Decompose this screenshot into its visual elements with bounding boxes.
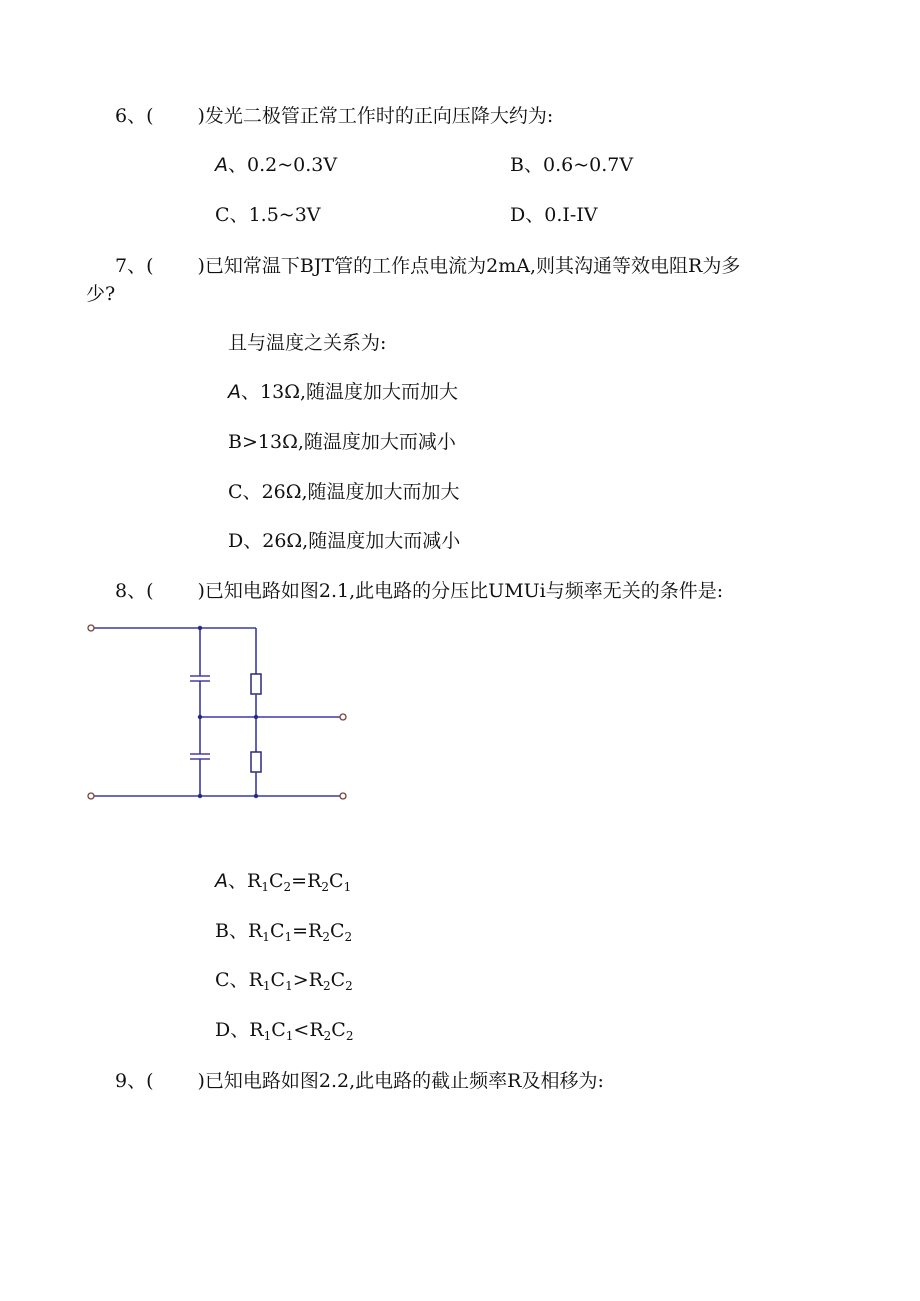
formula-subscript: 1: [285, 1029, 294, 1043]
junction-node: [254, 715, 258, 719]
resistor-r1: [251, 674, 261, 694]
formula-subscript: 1: [262, 930, 270, 944]
formula-subscript: 2: [322, 930, 330, 944]
formula-subscript: 1: [285, 979, 293, 993]
question-7-stem-cont: 少?: [86, 283, 116, 305]
formula-symbol: C: [269, 920, 285, 942]
formula-symbol: R: [248, 969, 263, 991]
formula-symbol: C: [270, 969, 286, 991]
formula-symbol: =: [292, 920, 309, 942]
q7-option-b: B>13Ω,随温度加大而减小: [228, 431, 456, 453]
formula: [249, 1019, 353, 1041]
junction-node: [198, 794, 202, 798]
formula-subscript: 2: [344, 930, 353, 944]
question-7-subline: 且与温度之关系为:: [228, 332, 387, 354]
formula-subscript: 1: [262, 979, 271, 993]
q6-option-a: A、0.2~0.3V: [215, 154, 338, 176]
formula-symbol: >: [292, 969, 309, 991]
formula-subscript: 1: [343, 880, 352, 894]
formula-symbol: =: [291, 870, 308, 892]
question-number: 6: [115, 105, 128, 127]
formula-subscript: 2: [345, 979, 353, 993]
question-text: )发光二极管正常工作时的正向压降大约为:: [197, 105, 554, 127]
formula-subscript: 2: [283, 880, 292, 894]
formula-symbol: R: [247, 920, 263, 942]
question-text: )已知常温下BJT管的工作点电流为2mA,则其沟通等效电阻R为多: [197, 255, 741, 277]
question-9-stem: 9、( )已知电路如图2.2,此电路的截止频率R及相移为:: [115, 1070, 604, 1092]
formula-subscript: 1: [284, 930, 293, 944]
formula-symbol: R: [309, 1019, 324, 1041]
question-text: )已知电路如图2.1,此电路的分压比UMUi与频率无关的条件是:: [197, 580, 724, 602]
question-number: 8: [115, 580, 128, 602]
question-6-stem: 6、( )发光二极管正常工作时的正向压降大约为:: [115, 105, 554, 127]
formula-subscript: 2: [345, 1029, 354, 1043]
question-8-stem: 8、( )已知电路如图2.1,此电路的分压比UMUi与频率无关的条件是:: [115, 580, 724, 602]
question-text: )已知电路如图2.2,此电路的截止频率R及相移为:: [197, 1070, 604, 1092]
q7-option-c: C、26Ω,随温度加大而加大: [228, 481, 460, 503]
formula-symbol: <: [293, 1019, 310, 1041]
formula: [249, 969, 353, 991]
junction-node: [198, 626, 202, 630]
input-terminal-bottom: [88, 793, 94, 799]
formula-subscript: 1: [263, 1029, 272, 1043]
q8-option-b: B、$R_1C_1=R_2C_2$: [215, 920, 353, 944]
formula-symbol: C: [271, 1019, 286, 1041]
formula-subscript: 2: [323, 1029, 332, 1043]
q7-option-d: D、26Ω,随温度加大而减小: [228, 530, 461, 552]
question-7-stem: 7、( )已知常温下BJT管的工作点电流为2mA,则其沟通等效电阻R为多: [115, 255, 741, 277]
q6-option-d: D、0.I-IV: [510, 204, 598, 226]
circuit-diagram-2-1: [80, 620, 360, 810]
output-terminal-top: [340, 714, 346, 720]
q8-option-a: A、$R_1C_2=R_2C_1$: [215, 870, 352, 894]
formula-symbol: R: [247, 870, 262, 892]
q8-option-c: C、$R_1C_1>R_2C_2$: [215, 969, 353, 993]
junction-node: [254, 794, 258, 798]
formula-symbol: R: [308, 969, 323, 991]
formula-subscript: 1: [261, 880, 269, 894]
formula-symbol: C: [268, 870, 284, 892]
formula-subscript: 2: [322, 979, 331, 993]
formula-symbol: R: [307, 870, 322, 892]
q8-option-d: D、$R_1C_1<R_2C_2$: [215, 1019, 354, 1043]
formula: [248, 920, 352, 942]
formula-symbol: C: [330, 969, 346, 991]
resistor-r2: [251, 752, 261, 772]
input-terminal-top: [88, 625, 94, 631]
formula-symbol: C: [330, 920, 345, 942]
formula-subscript: 2: [321, 880, 330, 894]
output-terminal-bottom: [340, 793, 346, 799]
formula-symbol: R: [249, 1019, 264, 1041]
question-number: 7: [115, 255, 128, 277]
q6-option-c: C、1.5~3V: [215, 204, 321, 226]
question-number: 9: [115, 1070, 128, 1092]
q6-option-b: B、0.6~0.7V: [510, 154, 634, 176]
junction-node: [198, 715, 202, 719]
formula: [247, 870, 351, 892]
formula-symbol: R: [308, 920, 323, 942]
q7-option-a: A、13Ω,随温度加大而加大: [228, 381, 458, 403]
formula-symbol: C: [331, 1019, 346, 1041]
formula-symbol: C: [329, 870, 344, 892]
